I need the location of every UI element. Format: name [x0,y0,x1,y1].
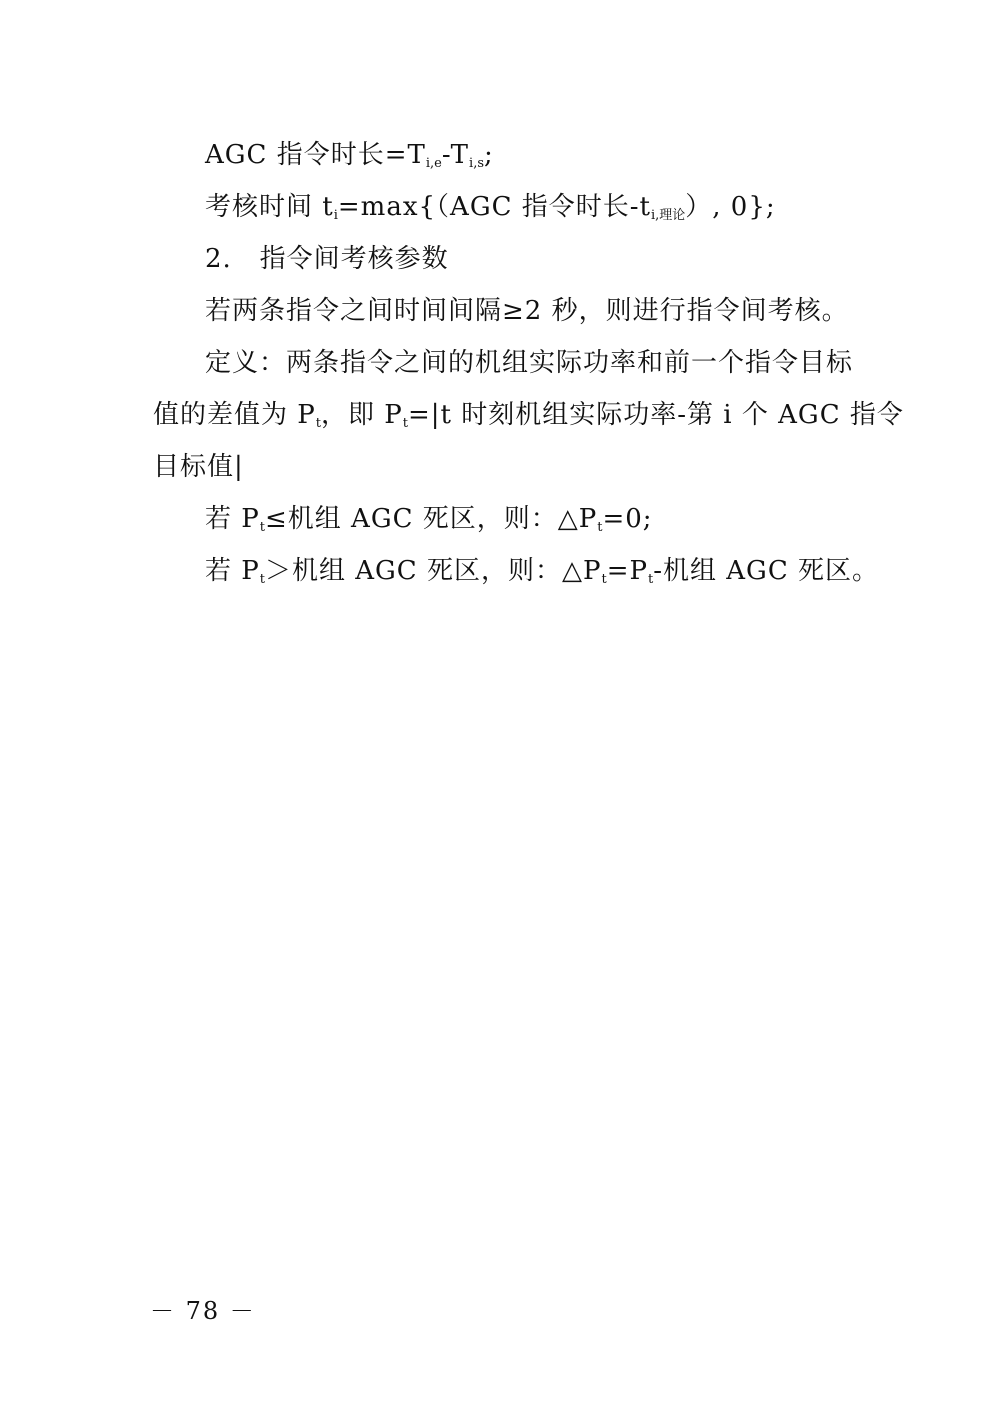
definition-line: 目标值| [153,452,244,482]
deadband-rule-line: 若 $P_t\le$机组 AGC 死区，则：$\triangle P_t=0$; [205,504,653,535]
paragraph-line: 若两条指令之间时间间隔≥2 秒，则进行指令间考核。 [205,296,849,326]
section-heading: 2. 指令间考核参数 [205,244,449,274]
deadband-rule-line: 若 $P_t>$机组 AGC 死区，则：$\triangle P_t=P_t-$机组 AGC 死区。 [205,556,879,587]
definition-line: 值的差值为 $P_t$，即 $P_t=|t$ 时刻机组实际功率-第 i 个 AGC 指令 [153,400,904,431]
page-number: － 78 － [150,1297,256,1325]
agc-duration-formula: AGC 指令时长$=T_{i,e}-T_{i,s}$; [205,140,494,171]
assessment-time-formula: 考核时间 $t_i=\max\{(AGC$ 指令时长$-t_{i,理论}$）, 0}; [205,192,776,223]
definition-line: 定义：两条指令之间的机组实际功率和前一个指令目标 [205,348,854,378]
